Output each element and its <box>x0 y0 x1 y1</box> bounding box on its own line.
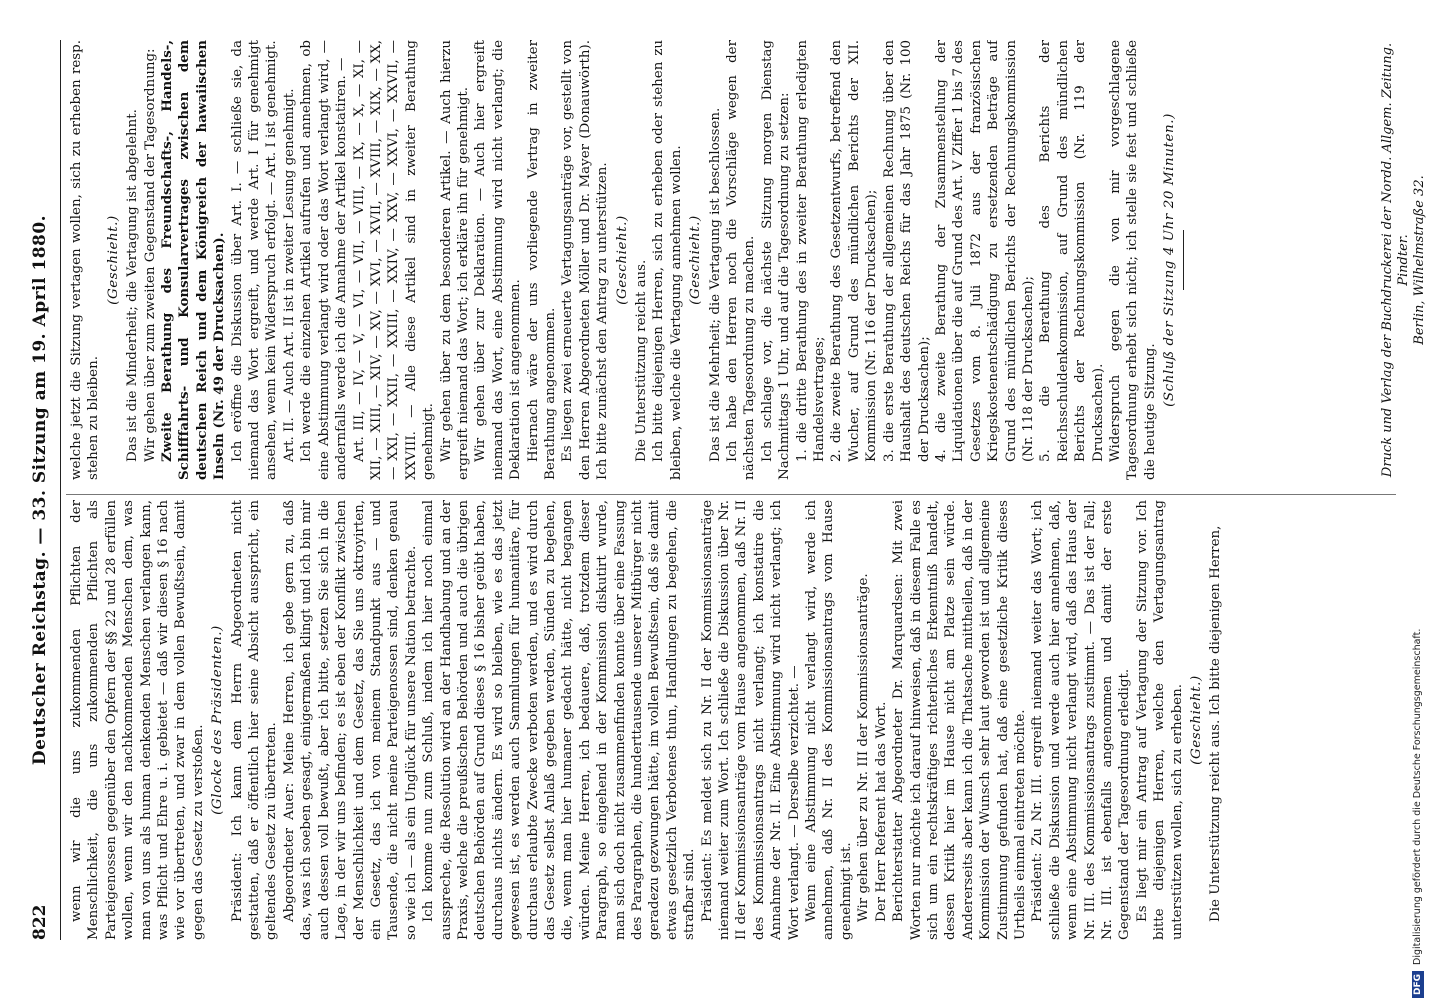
paragraph: Widerspruch gegen die von mir vorgeschlagene Tagesordnung erhebt sich nicht; ich stelle sie fest und schließe die heutige Sitzung. <box>1107 40 1158 480</box>
paragraph-speaker: Präsident: Zu Nr. III. ergreift niemand weiter das Wort; ich schließe die Diskussion und werde auch hier annehmen, daß, wenn eine Abstimmung nicht verlangt wird, daß das Haus der Nr. III. des Kommissionsantrags zustimmt. — Das ist der Fall; Nr. III. ist ebenfalls angenommen und damit der erste Gegenstand der Tagesordnung erledigt. <box>1030 500 1133 940</box>
page-title: Deutscher Reichstag. — 33. Sitzung am 19. April 1880. <box>30 214 50 766</box>
paragraph-speaker: Präsident: Es meldet sich zu Nr. II der Kommissionsanträge niemand weiter zum Wort. Ich schließe die Diskussion über Nr. II der Kommissionsanträge vom Hause angenommen, daß Nr. II des Kommissionsantrags nicht verlangt; ich konstatire die Annahme der Nr. II. Eine Abstimmung wird nicht verlangt; ich Wort verlangt. — Derselbe verzichtet. — <box>699 500 802 940</box>
paragraph: Wir gehen über zu Nr. III der Kommissionsanträge. <box>856 573 872 922</box>
paragraph: Ich werde die einzelnen Artikel aufrufen und annehmen, ob eine Abstimmung verlangt wird oder das Wort verlangt wird, — andernfalls werde ich die Annahme der Artikel konstatiren. — <box>299 40 350 480</box>
paragraph: Ich habe den Herren noch die Vorschläge wegen der nächsten Tagesordnung zu machen. <box>725 40 758 480</box>
paragraph: Der Herr Referent hat das Wort. <box>873 701 889 922</box>
agenda-list-item: 4. die zweite Berathung der Zusammenstellung der Liquidationen über die auf Grund des Art. V Ziffer 1 bis 7 des Gesetzes vom 8. Juli 1872 aus der französischen Kriegskostenentschädigung zu ersetzenden Beträge auf Grund des mündlichen Berichts der Rechnungskommission (Nr. 118 der Drucksachen); <box>933 40 1036 462</box>
right-column <box>68 40 1398 480</box>
agenda-list-item: 2. die zweite Berathung des Gesetzentwurfs, betreffend den Wucher, auf Grund des mündlichen Berichts der XII. Kommission (Nr. 116 der Drucksachen); <box>829 40 880 462</box>
agenda-list-item: 5. die Berathung des Berichts der Reichsschuldenkommission, auf Grund des mündlichen Berichts der Rechnungskommission (Nr. 119 der Drucksachen). <box>1038 40 1106 462</box>
paragraph: wenn wir die uns zukommenden Pflichten der Menschlichkeit, die uns zukommenden Pflichten als Parteigenossen gegenüber den Opfern der §§ 22 und 28 erfüllen wollen, wenn wir den nachkommenden Menschen dem, was man von uns als human denkenden Menschen verlangen kann, was Pflicht und Ehre u. i. gebietet — daß wir diesen § 16 nach wie vor übertreten, und zwar in dem vollen Bewußtsein, damit gegen das Gesetz zu verstoßen. <box>69 500 206 940</box>
closing-note: (Schluß der Sitzung 4 Uhr 20 Minuten.) <box>1162 113 1178 407</box>
left-column <box>68 500 1398 940</box>
digitization-text: Digitalisierung gefördert durch die Deutsche Forschungsgemeinschaft. <box>1412 628 1423 965</box>
printer-imprint <box>1380 40 1428 480</box>
paragraph: Das ist die Mehrheit; die Vertagung ist beschlossen. <box>707 107 723 462</box>
paragraph: Hiernach wäre der uns vorliegende Vertrag in zweiter Berathung angenommen. <box>525 40 558 480</box>
paragraph-speaker: Berichterstatter Abgeordneter Dr. Marquardsen: Mit zwei Worten nur möchte ich darauf hinweisen, daß in diesem Falle es sich um ein rechtskräftiges richterliches Erkenntniß handelt, dessen Kritik hier im Hause nicht am Platze sein würde. Andererseits aber kann ich die Thatsache mittheilen, daß in der Kommission der Wunsch sehr laut geworden ist und allgemeine Zustimmung gefunden hat, daß eine gesetzliche Kritik dieses Urtheils einmal eintreten möchte. <box>891 500 1028 940</box>
stage-direction: (Geschieht.) <box>105 215 121 305</box>
paragraph: Ich schlage vor, die nächste Sitzung morgen Dienstag Nachmittags 1 Uhr, und auf die Tagesordnung zu setzen: <box>759 40 793 480</box>
paragraph: Ich bitte diejenigen Herren, sich zu erheben oder stehen zu bleiben, welche die Vertagung annehmen wollen. <box>651 40 684 480</box>
paragraph-speaker: Abgeordneter Auer: Meine Herren, ich gebe gern zu, daß das, was ich soeben gesagt, einigermaßen klingt und ich bin mir auch dessen voll bewußt, aber ich bitte, setzen Sie sich in die Lage, in der wir uns befinden; es ist eben der Konflikt zwischen der Menschlichkeit und dem Gesetz, das Sie uns oktroyirten, ein Gesetz, das ich von meinem Standpunkt aus — und Tausende, die nicht meine Parteigenossen sind, denken genau so wie ich — als ein Unglück für unsere Nation betrachte. <box>281 500 419 940</box>
imprint-line: Berlin, Wilhelmstraße 32. <box>1412 175 1427 345</box>
stage-direction: (Geschieht.) <box>614 215 630 305</box>
paragraph: Die Unterstützung reicht aus. <box>634 259 649 462</box>
agenda-list-item: 3. die erste Berathung der allgemeinen Rechnung über den Haushalt des deutschen Reichs für das Jahr 1875 (Nr. 100 der Drucksachen); <box>881 40 932 462</box>
stage-direction: (Geschieht.) <box>1189 675 1204 765</box>
digitization-note <box>1410 600 1426 998</box>
column-divider <box>66 494 1396 495</box>
closing-rule <box>1183 230 1184 290</box>
dfg-logo-badge: DFG <box>1412 971 1424 998</box>
paragraph: Es liegen zwei erneuerte Vertagungsanträge vor, gestellt von den Herren Abgeordneten Möller und Dr. Mayer (Donauwörth). Ich bitte zunächst den Antrag zu unterstützen. <box>560 40 611 480</box>
digitization-text-wrap <box>1410 600 1426 998</box>
paragraph: Wir gehen über zur Deklaration. — Auch hier ergreift niemand das Wort, eine Abstimmung wird nicht verlangt; die Deklaration ist angenommen. <box>473 40 524 480</box>
agenda-item-title: Zweite Berathung des Freundschafts-, Handels-, Schifffahrts- und Konsularvertrages zwischen dem deutschen Reich und dem Königreich der hawaiischen Inseln (Nr. 49 der Drucksachen). <box>159 40 228 480</box>
header-rule <box>60 40 61 940</box>
paragraph-speaker: Präsident: Ich kann dem Herrn Abgeordneten nicht gestatten, daß er öffentlich hier seine Absicht ausspricht, ein geltendes Gesetz zu übertreten. <box>229 500 280 940</box>
stage-direction: (Geschieht.) <box>688 215 704 305</box>
paragraph: welche jetzt die Sitzung vertagen wollen, sich zu erheben resp. stehen zu bleiben. <box>69 40 102 480</box>
stage-direction: (Glocke des Präsidenten.) <box>210 625 226 815</box>
paragraph: Wenn eine Abstimmung nicht verlangt wird, werde ich annehmen, daß Nr. II des Kommissionsantrags vom Hause genehmigt ist. <box>804 500 854 940</box>
paragraph: Ich komme nun zum Schluß, indem ich hier noch einmal ausspreche, die Resolution wird an der Handhabung und an der Praxis, welche die preußischen Behörden und auch die übrigen deutschen Behörden auf Grund dieses § 16 bisher geübt haben, durchaus nichts ändern. Es wird so bleiben, wie es das jetzt gewesen ist, es werden auch Sammlungen für humanitäre, für durchaus erlaubte Zwecke verboten werden, und es wird durch das Gesetz selbst Anlaß gegeben werden, Sünden zu begehen, die, wenn man hier humaner gedacht hätte, nicht begangen würden. Meine Herren, ich bedauere, daß, trotzdem dieser Paragraph, so eingehend in der Kommission diskutirt wurde, man sich doch nicht zusammenfinden konnte über eine Fassung des Paragraphen, die hunderttausende unserer Mitbürger nicht geradezu gezwungen hätte, im vollen Bewußtsein, daß sie damit etwas gesetzlich Verbotenes thun, Handlungen zu begehen, die strafbar sind. <box>421 500 698 940</box>
paragraph: Das ist die Minderheit; die Vertagung ist abgelehnt. <box>125 109 141 462</box>
paragraph: Es liegt mir ein Antrag auf Vertagung der Sitzung vor. Ich bitte diejenigen Herren, welche den Vertagungsantrag unterstützen wollen, sich zu erheben. <box>1134 500 1185 940</box>
paragraph: Die Unterstützung reicht aus. Ich bitte diejenigen Herren, <box>1208 525 1224 922</box>
paragraph: Wir gehen über zu dem besonderen Artikel. — Auch hierzu ergreift niemand das Wort; ich erkläre ihn für genehmigt. <box>438 40 471 480</box>
paragraph: Wir gehen über zum zweiten Gegenstand der Tagesordnung: <box>142 48 158 462</box>
paragraph: Ich eröffne die Diskussion über Art. I. — schließe sie, da niemand das Wort ergreift, und werde Art. I für genehmigt ansehen, wenn kein Widerspruch erfolgt. — Art. I ist genehmigt. <box>229 40 280 480</box>
imprint-line: Druck und Verlag der Buchdruckerei der Nordd. Allgem. Zeitung. Pindter. <box>1380 42 1411 478</box>
agenda-list-item: 1. die dritte Berathung des in zweiter Berathung erledigten Handelsvertrages; <box>794 40 828 462</box>
paragraph: Art. III, — IV, — V, — VI, — VII, — VIII, — IX, — X, — XI, — XII, — XIII, — XIV, — XV, — XVI, — XVII, — XVIII, — XIX, — XX, — XXI, — XXII, — XXIII, — XXIV, — XXV, — XXVI, — XXVII, — XXVIII. — Alle diese Artikel sind in zweiter Berathung genehmigt. <box>351 40 437 480</box>
page-header <box>30 40 54 940</box>
paragraph: Art. II. — Auch Art. II ist in zweiter Lesung genehmigt. <box>281 88 297 462</box>
page-number: 822 <box>30 904 50 940</box>
